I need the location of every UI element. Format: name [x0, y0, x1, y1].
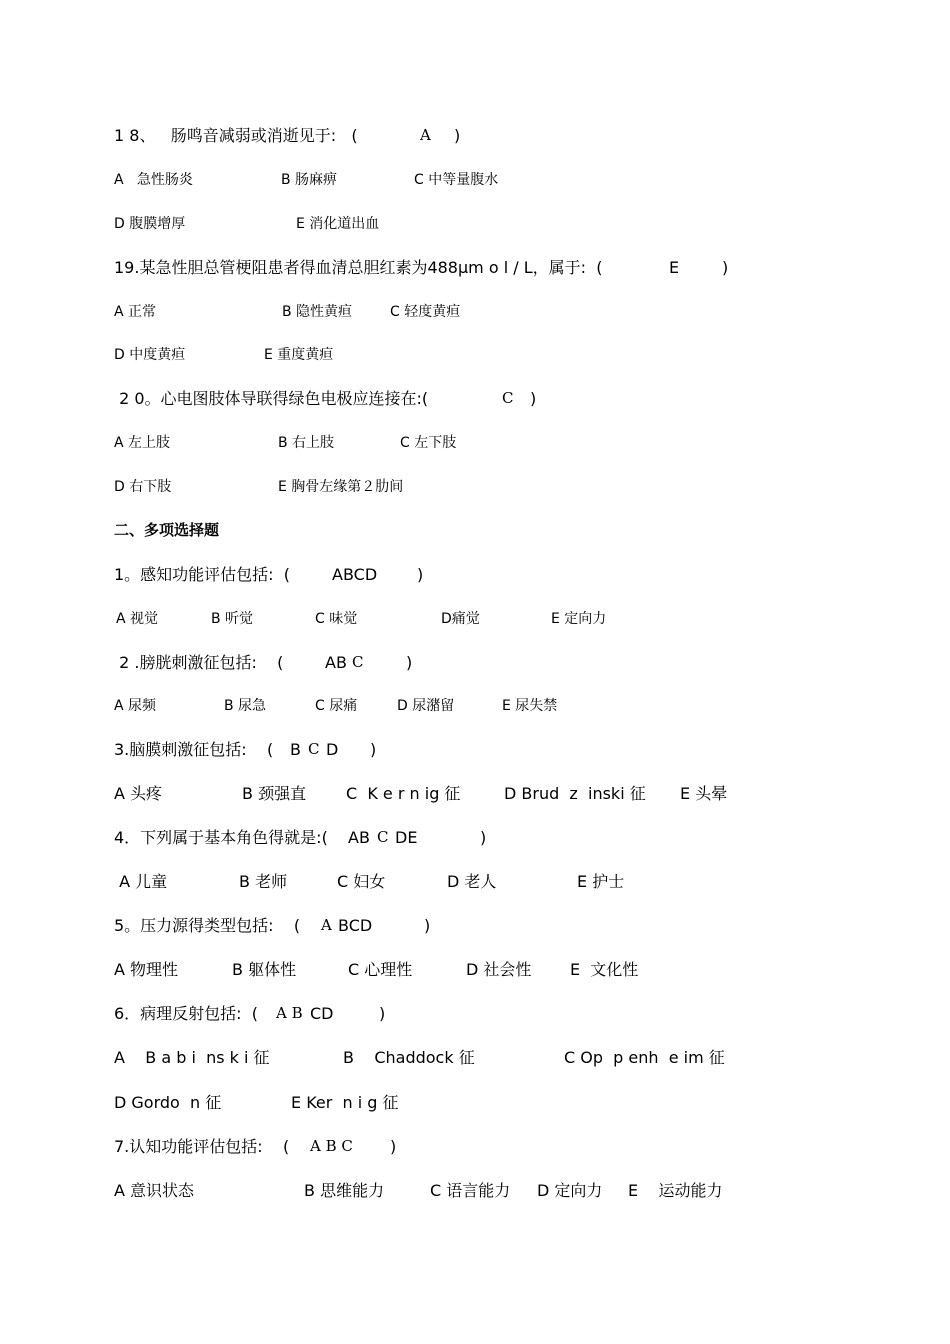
option-d: D 腹膜增厚: [114, 216, 186, 232]
option-b: B 躯体性: [232, 960, 297, 979]
option-e: E 护士: [577, 872, 625, 891]
answer-text: A B: [276, 1004, 303, 1022]
answer-text: ABCD: [332, 565, 378, 584]
option-b: B 听觉: [211, 611, 254, 627]
answer-text: B: [290, 740, 301, 759]
answer-text: C: [502, 389, 514, 407]
question-stem: 4．下列属于基本角色得就是:(: [114, 828, 328, 847]
close-paren: ): [722, 258, 729, 277]
answer-text-tail: D: [326, 740, 339, 759]
option-c: C 中等量腹水: [414, 172, 499, 188]
answer-text-tail: DE: [395, 828, 418, 847]
option-d: D 尿潴留: [397, 698, 455, 714]
option-c: C 心理性: [348, 960, 413, 979]
answer-text-tail: CD: [310, 1004, 334, 1023]
option-b: B 尿急: [224, 698, 267, 714]
question-stem: 1。感知功能评估包括: (: [114, 565, 290, 584]
option-e: E 尿失禁: [502, 698, 558, 714]
option-a: A 左上肢: [114, 435, 171, 451]
answer-text: E: [669, 258, 680, 277]
option-a: A 正常: [114, 304, 157, 320]
answer-text-mid: C: [308, 740, 320, 758]
close-paren: ): [424, 916, 431, 935]
close-paren: ): [480, 828, 487, 847]
option-b: B 颈强直: [242, 784, 307, 803]
option-d: D Gordo n 征: [114, 1093, 222, 1112]
question-stem: 3.脑膜刺激征包括: (: [114, 740, 274, 759]
question-stem: 7.认知功能评估包括: (: [114, 1137, 290, 1156]
question-stem: 2 0。心电图肢体导联得绿色电极应连接在:(: [114, 389, 429, 408]
close-paren: ): [417, 565, 424, 584]
option-d: D 中度黄疸: [114, 347, 186, 363]
option-c: C 左下肢: [400, 435, 457, 451]
option-a: A 急性肠炎: [114, 172, 193, 188]
option-d: D Brud z inski 征: [504, 784, 646, 803]
close-paren: ): [454, 126, 461, 145]
option-e: E 消化道出血: [296, 216, 380, 232]
answer-text-tail: C: [352, 653, 364, 671]
option-a: A 头疼: [114, 784, 163, 803]
option-b: B 右上肢: [278, 435, 335, 451]
option-c: C Op p enh e im 征: [564, 1048, 725, 1067]
question-stem: 19.某急性胆总管梗阻患者得血清总胆红素为488μm o l / L，属于: (: [114, 258, 603, 277]
option-c: C 语言能力: [430, 1181, 511, 1200]
option-b: B 思维能力: [304, 1181, 385, 1200]
question-stem: 1 8、 肠鸣音减弱或消逝见于: (: [114, 126, 358, 145]
answer-text: A: [420, 126, 431, 144]
option-e: E 胸骨左缘第２肋间: [278, 479, 404, 495]
option-c: C 轻度黄疸: [390, 304, 461, 320]
option-b: B 隐性黄疸: [282, 304, 353, 320]
option-a: A 尿频: [114, 698, 157, 714]
option-c: C 味觉: [315, 611, 358, 627]
option-e: E 重度黄疸: [264, 347, 334, 363]
option-e: E 运动能力: [628, 1181, 723, 1200]
option-d: D 定向力: [537, 1181, 603, 1200]
option-c: C 尿痛: [315, 698, 358, 714]
close-paren: ): [390, 1137, 397, 1156]
answer-text: AB: [348, 828, 370, 847]
option-a: A 儿童: [114, 872, 168, 891]
option-a: A B a b i ns k i 征: [114, 1048, 270, 1067]
question-stem: 5。压力源得类型包括: (: [114, 916, 301, 935]
option-b: B 肠麻痹: [281, 172, 338, 188]
close-paren: ): [406, 653, 413, 672]
option-b: B 老师: [239, 872, 288, 891]
option-c: C 妇女: [337, 872, 386, 891]
close-paren: ): [379, 1004, 386, 1023]
option-e: E 头晕: [680, 784, 728, 803]
option-e: E Ker n i g 征: [291, 1093, 399, 1112]
question-stem: 2 .膀胱刺激征包括: (: [114, 653, 284, 672]
option-e: E 定向力: [551, 611, 607, 627]
option-d: D 老人: [447, 872, 497, 891]
answer-text: A B C: [310, 1137, 353, 1155]
option-e: E 文化性: [570, 960, 639, 979]
section-title: 二、多项选择题: [114, 521, 220, 539]
option-a: A 物理性: [114, 960, 179, 979]
option-a: A 意识状态: [114, 1181, 195, 1200]
option-b: B Chaddock 征: [343, 1048, 475, 1067]
option-c: C K e r n ig 征: [346, 784, 461, 803]
option-d: D痛觉: [441, 611, 480, 627]
option-d: D 右下肢: [114, 479, 172, 495]
answer-text: AB: [325, 653, 347, 672]
question-stem: 6．病理反射包括: (: [114, 1004, 258, 1023]
close-paren: ): [530, 389, 537, 408]
option-d: D 社会性: [466, 960, 532, 979]
options-row: [114, 1181, 723, 1295]
option-a: A 视觉: [116, 611, 159, 627]
answer-text-tail: BCD: [338, 916, 373, 935]
answer-text-mid: C: [377, 828, 389, 846]
close-paren: ): [370, 740, 377, 759]
answer-text: A: [321, 916, 332, 934]
